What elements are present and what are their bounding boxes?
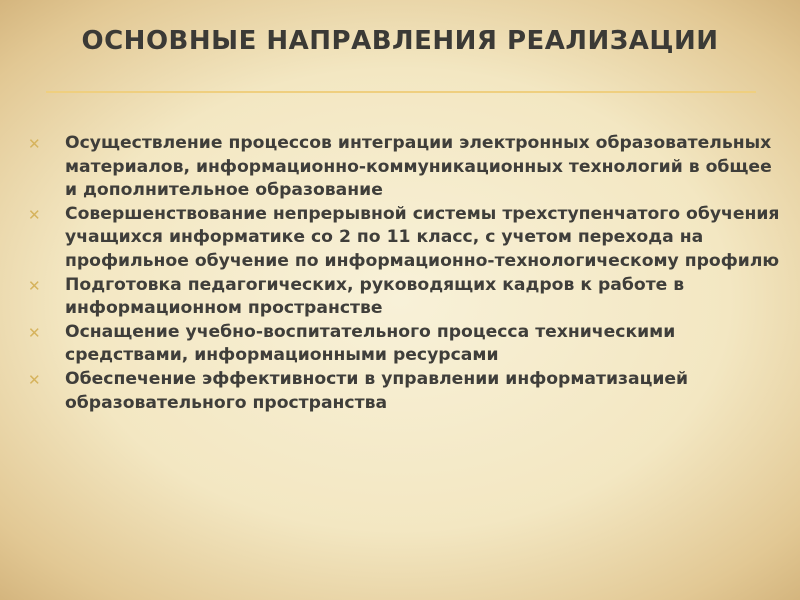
list-item [22, 321, 782, 368]
bullet-text: Совершенствование непрерывной системы трехступенчатого обучения учащихся информатике со 2 по 11 класс, с учетом перехода на профильное обучение по информационно-технологическому профилю [65, 203, 780, 271]
x-mark-icon: ✕ [28, 276, 41, 295]
list-item [22, 203, 782, 274]
x-mark-icon: ✕ [28, 135, 41, 153]
x-mark-icon: ✕ [28, 370, 41, 389]
list-item [22, 274, 782, 321]
x-mark-icon: ✕ [28, 323, 41, 342]
bullet-text: Оснащение учебно-воспитательного процесса техническими средствами, информационными ресурсами [65, 321, 676, 366]
bullet-text: Обеспечение эффективности в управлении информатизацией образовательного пространства [65, 368, 689, 413]
list-item [22, 132, 782, 203]
x-mark-icon: ✕ [28, 205, 41, 224]
title-divider [46, 91, 756, 93]
slide-title: ОСНОВНЫЕ НАПРАВЛЕНИЯ РЕАЛИЗАЦИИ [81, 26, 719, 56]
bullet-text: Осуществление процессов интеграции электронных образовательных материалов, информационно-коммуникационных технологий в общее и дополнительное образование [65, 133, 772, 201]
bullet-list [22, 132, 782, 415]
bullet-text: Подготовка педагогических, руководящих кадров к работе в информационном пространстве [65, 274, 685, 319]
list-item [22, 368, 782, 415]
